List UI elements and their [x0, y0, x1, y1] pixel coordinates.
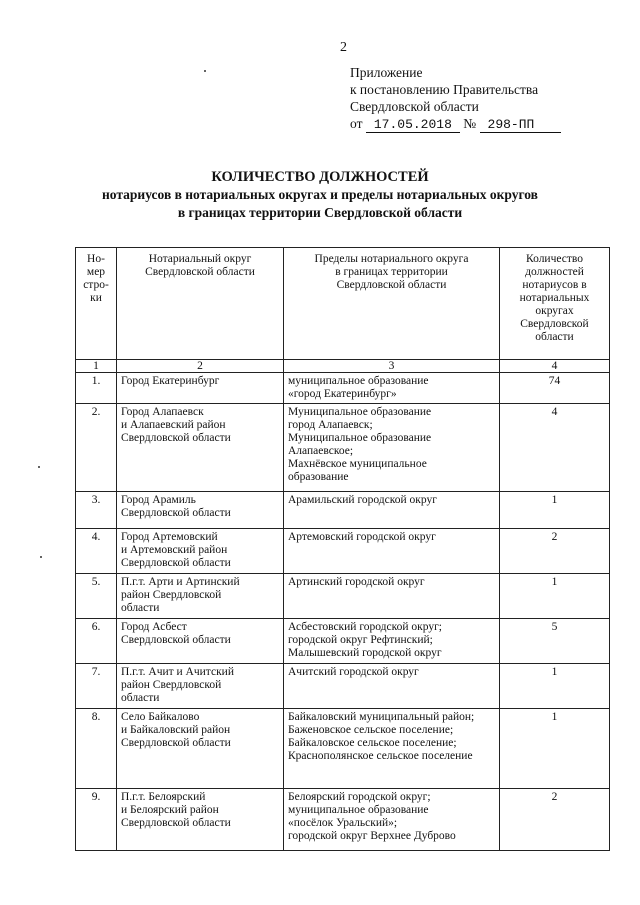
table-row: [76, 619, 610, 664]
district-cell: П.г.т. Белоярский и Белоярский район Свердловской области: [117, 789, 284, 851]
notary-districts-table: [75, 247, 610, 851]
annex-block: [350, 64, 561, 133]
header-limits: Пределы нотариального округа в границах территории Свердловской области: [284, 248, 500, 360]
count-cell: 5: [500, 619, 610, 664]
table-row: [76, 789, 610, 851]
column-number: 1: [76, 360, 117, 373]
district-cell: Село Байкалово и Байкаловский район Свердловской области: [117, 709, 284, 789]
annex-date-line: [350, 115, 561, 133]
limits-cell: Белоярский городской округ; муниципальное образование «посёлок Уральский»; городской округ Верхнее Дуброво: [284, 789, 500, 851]
table-header-row: [76, 248, 610, 360]
district-cell: П.г.т. Ачит и Ачитский район Свердловской области: [117, 664, 284, 709]
annex-line-3: Свердловской области: [350, 99, 479, 114]
limits-cell: Ачитский городской округ: [284, 664, 500, 709]
page-number: 2: [340, 40, 347, 55]
title-line-2: нотариусов в нотариальных округах и пределы нотариальных округов: [102, 187, 538, 202]
row-number-cell: 9.: [76, 789, 117, 851]
limits-cell: муниципальное образование «город Екатеринбург»: [284, 373, 500, 404]
annex-line-1: Приложение: [350, 65, 423, 80]
row-number-cell: 5.: [76, 574, 117, 619]
limits-cell: Артинский городской округ: [284, 574, 500, 619]
table-row: [76, 492, 610, 529]
table-row: [76, 709, 610, 789]
header-count: Количество должностей нотариусов в нотариальных округах Свердловской области: [500, 248, 610, 360]
count-cell: 4: [500, 404, 610, 492]
row-number-cell: 6.: [76, 619, 117, 664]
row-number-cell: 4.: [76, 529, 117, 574]
document-title: [80, 168, 560, 222]
limits-cell: Асбестовский городской округ; городской округ Рефтинский; Малышевский городской округ: [284, 619, 500, 664]
column-numbers-row: [76, 360, 610, 373]
table-row: [76, 529, 610, 574]
row-number-cell: 2.: [76, 404, 117, 492]
count-cell: 2: [500, 529, 610, 574]
scan-speck: [204, 70, 206, 72]
scan-speck: [38, 466, 40, 468]
resolution-number: 298-ПП: [480, 117, 561, 133]
table-row: [76, 404, 610, 492]
count-cell: 1: [500, 574, 610, 619]
row-number-cell: 1.: [76, 373, 117, 404]
column-number: 2: [117, 360, 284, 373]
table-row: [76, 574, 610, 619]
count-cell: 1: [500, 492, 610, 529]
district-cell: Город Артемовский и Артемовский район Свердловской области: [117, 529, 284, 574]
from-label: от: [350, 116, 363, 131]
limits-cell: Байкаловский муниципальный район; Баженовское сельское поселение; Байкаловское сельское поселение; Краснополянское сельское поселение: [284, 709, 500, 789]
row-number-cell: 7.: [76, 664, 117, 709]
scan-speck: [40, 556, 42, 558]
count-cell: 1: [500, 664, 610, 709]
district-cell: Город Екатеринбург: [117, 373, 284, 404]
number-label: №: [463, 116, 477, 131]
annex-line-2: к постановлению Правительства: [350, 82, 539, 97]
count-cell: 2: [500, 789, 610, 851]
limits-cell: Муниципальное образование город Алапаевск; Муниципальное образование Алапаевское; Махнёвское муниципальное образование: [284, 404, 500, 492]
title-main: КОЛИЧЕСТВО ДОЛЖНОСТЕЙ: [211, 169, 429, 185]
limits-cell: Арамильский городской округ: [284, 492, 500, 529]
row-number-cell: 8.: [76, 709, 117, 789]
header-district: Нотариальный округ Свердловской области: [117, 248, 284, 360]
district-cell: Город Арамиль Свердловской области: [117, 492, 284, 529]
limits-cell: Артемовский городской округ: [284, 529, 500, 574]
header-row-number: Но- мер стро- ки: [76, 248, 117, 360]
table-row: [76, 373, 610, 404]
district-cell: Город Асбест Свердловской области: [117, 619, 284, 664]
column-number: 3: [284, 360, 500, 373]
column-number: 4: [500, 360, 610, 373]
table-row: [76, 664, 610, 709]
count-cell: 74: [500, 373, 610, 404]
district-cell: П.г.т. Арти и Артинский район Свердловской области: [117, 574, 284, 619]
resolution-date: 17.05.2018: [366, 117, 460, 133]
table-body: [76, 373, 610, 851]
count-cell: 1: [500, 709, 610, 789]
district-cell: Город Алапаевск и Алапаевский район Свердловской области: [117, 404, 284, 492]
title-line-3: в границах территории Свердловской области: [177, 205, 463, 220]
row-number-cell: 3.: [76, 492, 117, 529]
